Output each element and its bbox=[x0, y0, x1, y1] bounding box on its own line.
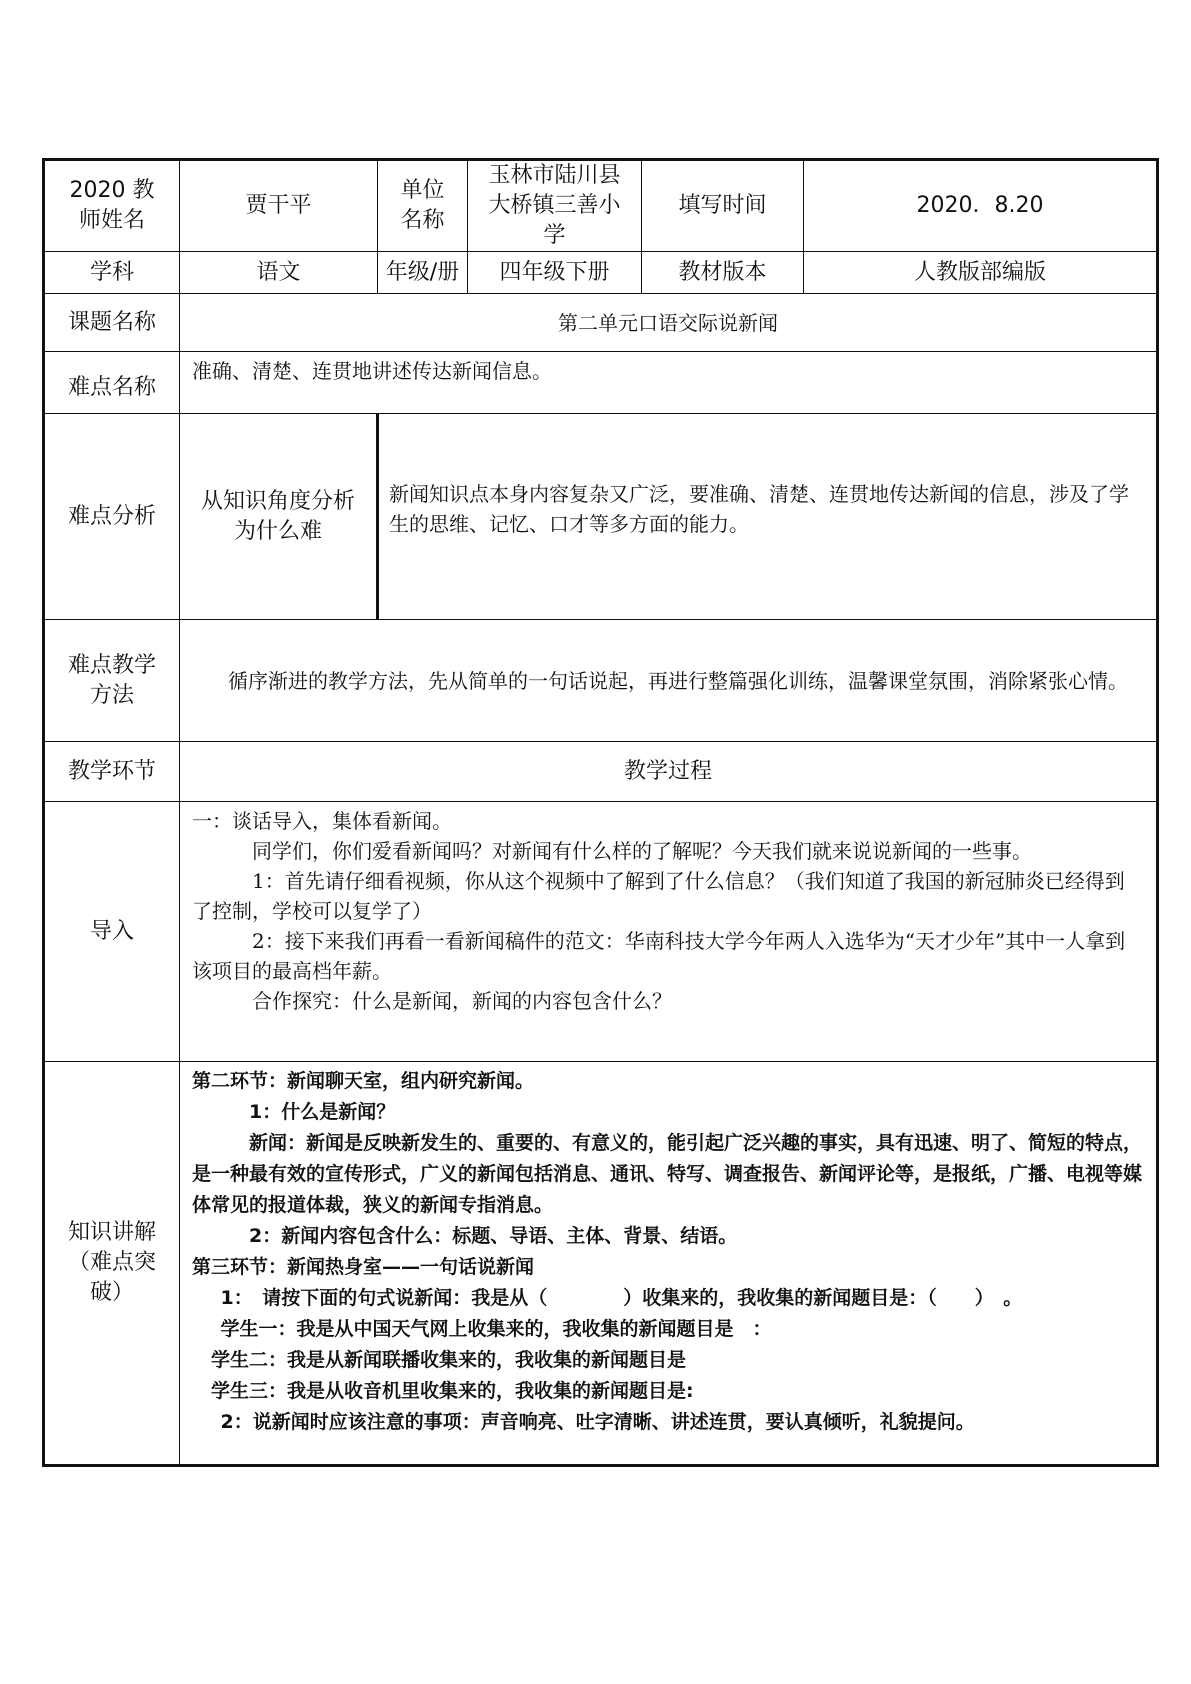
knowledge-line-8: 学生二：我是从新闻联播收集来的，我收集的新闻题目是 bbox=[211, 1349, 687, 1371]
method-text: 循序渐进的教学方法，先从简单的一句话说起，再进行整篇强化训练，温馨课堂氛围，消除紧张心情。 bbox=[180, 620, 1158, 742]
intro-line-3: 1：首先请仔细看视频，你从这个视频中了解到了什么信息？（我们知道了我国的新冠肺炎已经得到了控制，学校可以复学了） bbox=[192, 869, 1125, 923]
knowledge-label: 知识讲解（难点突破） bbox=[44, 1062, 180, 1466]
subject-label: 学科 bbox=[44, 252, 180, 294]
difficulty-row bbox=[44, 352, 1158, 414]
process-label: 教学环节 bbox=[44, 742, 180, 802]
method-label: 难点教学方法 bbox=[44, 620, 180, 742]
intro-row bbox=[44, 802, 1158, 1062]
date-value: 2020．8.20 bbox=[804, 160, 1158, 252]
subject-value: 语文 bbox=[180, 252, 378, 294]
method-row bbox=[44, 620, 1158, 742]
topic-label: 课题名称 bbox=[44, 294, 180, 352]
intro-label: 导入 bbox=[44, 802, 180, 1062]
difficulty-label: 难点名称 bbox=[44, 352, 180, 414]
intro-line-5: 合作探究：什么是新闻，新闻的内容包含什么？ bbox=[252, 989, 672, 1013]
grade-value: 四年级下册 bbox=[468, 252, 642, 294]
teacher-name: 贾干平 bbox=[180, 160, 378, 252]
analysis-sub-label: 从知识角度分析为什么难 bbox=[180, 414, 378, 620]
lesson-plan-table bbox=[42, 158, 1159, 1467]
process-value: 教学过程 bbox=[180, 742, 1158, 802]
knowledge-line-7: 学生一：我是从中国天气网上收集来的，我收集的新闻题目是 ： bbox=[220, 1318, 772, 1340]
intro-line-1: 一：谈话导入，集体看新闻。 bbox=[192, 809, 452, 833]
process-header-row bbox=[44, 742, 1158, 802]
difficulty-value: 准确、清楚、连贯地讲述传达新闻信息。 bbox=[180, 352, 1158, 414]
analysis-row bbox=[44, 414, 1158, 620]
knowledge-line-1: 第二环节：新闻聊天室，组内研究新闻。 bbox=[192, 1070, 535, 1092]
intro-line-4: 2：接下来我们再看一看新闻稿件的范文：华南科技大学今年两人入选华为“天才少年”其中一人拿到该项目的最高档年薪。 bbox=[192, 929, 1126, 983]
grade-label: 年级/册 bbox=[378, 252, 468, 294]
knowledge-line-10: 2：说新闻时应该注意的事项：声音响亮、吐字清晰、讲述连贯，要认真倾听，礼貌提问。 bbox=[220, 1411, 975, 1433]
knowledge-line-5: 第三环节：新闻热身室——一句话说新闻 bbox=[192, 1256, 535, 1278]
analysis-label: 难点分析 bbox=[44, 414, 180, 620]
teacher-label: 2020 教师姓名 bbox=[44, 160, 180, 252]
knowledge-row bbox=[44, 1062, 1158, 1466]
edition-label: 教材版本 bbox=[642, 252, 804, 294]
intro-content bbox=[180, 802, 1158, 1062]
knowledge-content bbox=[180, 1062, 1158, 1466]
edition-value: 人教版部编版 bbox=[804, 252, 1158, 294]
header-row-2 bbox=[44, 252, 1158, 294]
unit-name: 玉林市陆川县大桥镇三善小学 bbox=[468, 160, 642, 252]
header-row-1 bbox=[44, 160, 1158, 252]
knowledge-line-6: 1： 请按下面的句式说新闻：我是从（ ）收集来的，我收集的新闻题目是：（ ） 。 bbox=[220, 1287, 1023, 1309]
knowledge-line-4: 2：新闻内容包含什么：标题、导语、主体、背景、结语。 bbox=[249, 1225, 738, 1247]
knowledge-line-9: 学生三：我是从收音机里收集来的，我收集的新闻题目是: bbox=[211, 1380, 694, 1402]
unit-label: 单位名称 bbox=[378, 160, 468, 252]
knowledge-line-2: 1：什么是新闻？ bbox=[249, 1101, 396, 1123]
knowledge-line-3: 新闻：新闻是反映新发生的、重要的、有意义的，能引起广泛兴趣的事实，具有迅速、明了、简短的特点，是一种最有效的宣传形式，广义的新闻包括消息、通讯、特写、调查报告、新闻评论等，是报纸，广播、电视等媒体常见的报道体裁，狭义的新闻专指消息。 bbox=[192, 1132, 1143, 1216]
topic-row bbox=[44, 294, 1158, 352]
intro-line-2: 同学们，你们爱看新闻吗？对新闻有什么样的了解呢？今天我们就来说说新闻的一些事。 bbox=[252, 839, 1032, 863]
topic-value: 第二单元口语交际说新闻 bbox=[180, 294, 1158, 352]
analysis-text: 新闻知识点本身内容复杂又广泛，要准确、清楚、连贯地传达新闻的信息，涉及了学生的思维、记忆、口才等多方面的能力。 bbox=[378, 414, 1158, 620]
date-label: 填写时间 bbox=[642, 160, 804, 252]
